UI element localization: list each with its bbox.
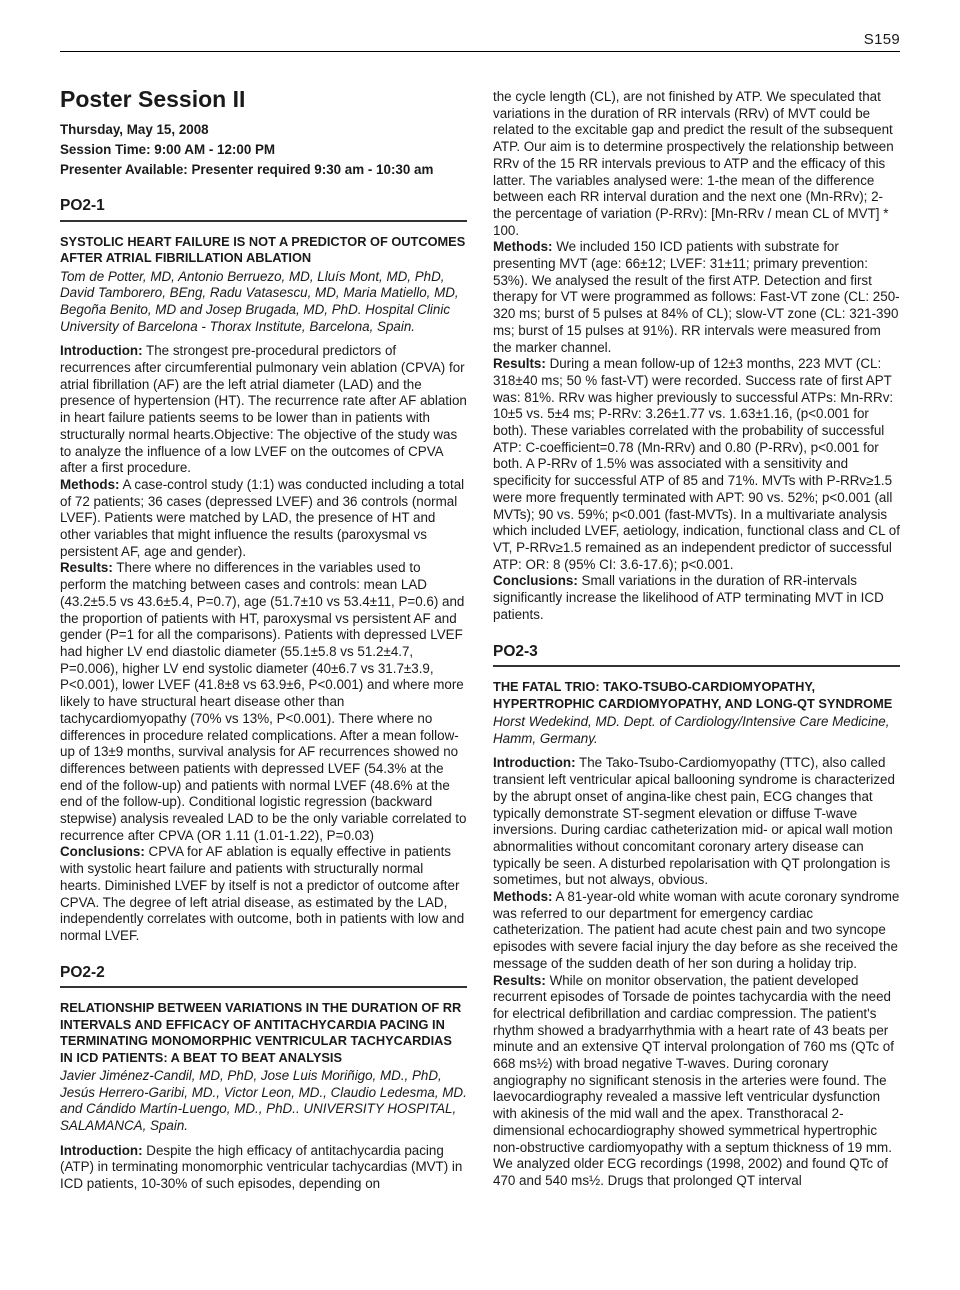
intro-text: Despite the high efficacy of antitachycardia pacing (ATP) in terminating monomorphic ventricular tachycardias (MVT) in ICD patients, 10-30% of such episodes, depending on bbox=[60, 1142, 463, 1192]
conclusions-label: Conclusions: bbox=[60, 844, 145, 860]
authors-po2-3: Horst Wedekind, MD. Dept. of Cardiology/Intensive Care Medicine, Hamm, Germany. bbox=[493, 714, 890, 746]
left-column bbox=[60, 86, 467, 1193]
intro-po2-2-part2: the cycle length (CL), are not finished by ATP. We speculated that variations in the duration of RR intervals (RRv) of MVT could be related to the excitable gap and predict the result of the subsequent ATP. Our aim is to determine prospectively the relationship between RRv of the 15 RR intervals previous to ATP and the efficacy of this latter. The variables analysed were: 1-the mean of the difference between each RR interval duration and the next one (Mn-RRv); 2-the percentage of variation (P-RRv): [Mn-RRv / mean CL of MVT] * 100. bbox=[493, 89, 894, 238]
session-presenter: Presenter Available: Presenter required 9:30 am - 10:30 am bbox=[60, 162, 434, 177]
session-time: Session Time: 9:00 AM - 12:00 PM bbox=[60, 142, 276, 157]
session-title: Poster Session II bbox=[60, 86, 246, 112]
methods-text: We included 150 ICD patients with substrate for presenting MVT (age: 66±12; LVEF: 31±11; primary prevention: 53%). We analysed the result of the first ATP. Detection and first therapy for VT were programmed as follows: Fast-VT zone (CL: 250-320 ms; burst of 5 pulses at 84% of CL); slow-VT zone (CL: 321-390 ms; burst of 15 pulses at 91%). RR intervals were measured from the marker channel. bbox=[493, 239, 900, 355]
abstract-title-po2-1: SYSTOLIC HEART FAILURE IS NOT A PREDICTOR OF OUTCOMES AFTER ATRIAL FIBRILLATION ABLATION bbox=[60, 233, 466, 266]
conclusions-label: Conclusions: bbox=[493, 573, 578, 589]
results-label: Results: bbox=[493, 356, 546, 372]
session-date: Thursday, May 15, 2008 bbox=[60, 122, 209, 137]
methods-po2-3 bbox=[493, 889, 900, 973]
conclusions-text: Small variations in the duration of RR-intervals significantly increase the likelihood of ATP terminating MVT in ICD patients. bbox=[493, 573, 884, 622]
conclusions-po2-2 bbox=[493, 573, 900, 623]
intro-po2-1 bbox=[60, 343, 467, 477]
results-text: There where no differences in the variables used to perform the matching between cases and controls: mean LAD (43.2±5.5 vs 43.6±5.4, P=0.7), age (51.7±10 vs 53.4±11, P=0.6) and the proportion of patients with HT, paroxysmal vs persistent AF and gender (P=1 for all the comparisons). Patients with depressed LVEF had higher LV end diastolic diameter (55.1±5.8 vs 51.2±4.7, P=0.006), higher LV end systolic diameter (40±6.7 vs 31.7±3.9, P<0.001), lower LVEF (41.8±8 vs 63.9±6, P<0.001) and where more likely to have structural heart disease other than tachycardiomyopathy (70% vs 13%, P<0.001). There where no differences in procedure related complications. After a mean follow-up of 13±9 months, survival analysis for AF recurrences showed no differences between patients with depressed LVEF (54.3% at the end of the follow-up) and patients with normal LVEF (48.6% at the end of the follow-up). Conditional logistic regression (backward stepwise) analysis revealed LAD to be the only variable correlated to recurrence after CPVA (OR 1.11 (1.01-1.22), P=0.03) bbox=[60, 560, 467, 843]
abstract-id-po2-2: PO2-2 bbox=[60, 965, 467, 989]
results-text: While on monitor observation, the patient developed recurrent episodes of Torsade de pointes tachycardia with the need for electrical defibrillation and cardiac compression. The patient's rhythm showed a bradyarrhythmia with a heart rate of 43 beats per minute and an extensive QT interval prolongation of 760 ms (QTc of 668 ms½) with broad negative T-waves. During coronary angiography no significant stenosis in the arteries were found. The laevocardiography revealed a massive left ventricular dysfunction with akinesis of the mid wall and the apex. Transthoracal 2-dimensional echocardiography showed symmetrical hypertrophic non-obstructive cardiomyopathy with a septum thickness of 19 mm. We analyzed older ECG recordings (1998, 2002) and found QTc of 470 and 540 ms½. Drugs that prolonged QT interval bbox=[493, 972, 894, 1188]
right-column bbox=[493, 89, 900, 1190]
methods-text: A 81-year-old white woman with acute coronary syndrome was referred to our department for emergency cardiac catheterization. The patient had acute chest pain and two syncope episodes with severe facial injury the day before as she received the message of the sudden death of her son during a holiday trip. bbox=[493, 889, 900, 971]
abstract-id-po2-1: PO2-1 bbox=[60, 198, 467, 222]
authors-po2-1: Tom de Potter, MD, Antonio Berruezo, MD, Lluís Mont, MD, PhD, David Tamborero, BEng, Radu Vatasescu, MD, Maria Matiello, MD, Begoña Benito, MD and Josep Brugada, MD, PhD. Hospital Clinic University of Barcelona - Thorax Institute, Barcelona, Spain. bbox=[60, 268, 459, 334]
conclusions-po2-1 bbox=[60, 844, 467, 944]
header-rule bbox=[60, 51, 900, 52]
methods-po2-2 bbox=[493, 239, 900, 356]
intro-text: The Tako-Tsubo-Cardiomyopathy (TTC), also called transient left ventricular apical ballooning syndrome is characterized by the abrupt onset of angina-like chest pain, ECG changes that typically demonstrate ST-segment elevation or diffuse T-wave inversions. During cardiac catheterization mid- or apical wall motion abnormalities without concomitant coronary artery disease can typically be seen. A disturbed repolarisation with QT prolongation is sometimes, but not always, obvious. bbox=[493, 755, 895, 888]
results-po2-1 bbox=[60, 560, 467, 844]
intro-text: The strongest pre-procedural predictors of recurrences after circumferential pulmonary vein ablation (CPVA) for atrial fibrillation (AF) are the left atrial diameter (LAD) and the presence of hypertension (HT). The recurrence rate after AF ablation in heart failure patients seems to be lower than in patients with structurally normal hearts.Objective: The objective of the study was to analyze the influence of a low LVEF on the outcomes of CPVA after a first procedure. bbox=[60, 343, 467, 476]
authors-po2-2: Javier Jiménez-Candil, MD, PhD, Jose Luis Moriñigo, MD., PhD, Jesús Herrero-Garibi, MD., Victor Leon, MD., Claudio Ledesma, MD. and Cándido Martín-Luengo, MD., PhD.. UNIVERSITY HOSPITAL, SALAMANCA, Spain. bbox=[60, 1067, 467, 1134]
abstract-id-po2-3: PO2-3 bbox=[493, 644, 900, 668]
results-label: Results: bbox=[60, 560, 113, 576]
results-po2-2 bbox=[493, 356, 900, 573]
results-text: During a mean follow-up of 12±3 months, 223 MVT (CL: 318±40 ms; 50 % fast-VT) were recorded. Success rate of first APT was: 81%. RRv was higher previously to successful ATPs: Mn-RRv: 10±5 vs. 5±4 ms; P-RRv: 3.26±1.77 vs. 1.63±1.16, (p<0.001 for both). These variables correlated with the probability of successful ATP: C-coefficient=0.78 (Mn-RRv) and 0.80 (P-RRv), p<0.001 for both. A P-RRv of 1.5% was associated with a sensitivity and specificity for successful ATP of 85 and 71%. MVTs with P-RRv≥1.5 were more frequently terminated with APT: 90 vs. 52%; p<0.001 (all MVTs); 90 vs. 59%; p<0.001 (fast-MVTs). In a multivariate analysis which included LVEF, aetiology, indication, functional class and CL of VT, P-RRv≥1.5 remained as an independent predictor of successful ATP: OR: 8 (95% CI: 3.6-17.6); p<0.001. bbox=[493, 356, 900, 572]
abstract-title-po2-3: THE FATAL TRIO: TAKO-TSUBO-CARDIOMYOPATHY, HYPERTROPHIC CARDIOMYOPATHY, AND LONG-QT SYNDROME bbox=[493, 679, 893, 711]
abstract-title-po2-2: RELATIONSHIP BETWEEN VARIATIONS IN THE DURATION OF RR INTERVALS AND EFFICACY OF ANTITACHYCARDIA PACING IN TERMINATING MONOMORPHIC VENTRICULAR TACHYCARDIAS IN ICD PATIENTS: A BEAT TO BEAT ANALYSIS bbox=[60, 1000, 462, 1065]
intro-label: Introduction: bbox=[60, 343, 143, 359]
methods-label: Methods: bbox=[493, 239, 553, 255]
intro-po2-2-part1 bbox=[60, 1143, 467, 1193]
methods-label: Methods: bbox=[60, 476, 120, 492]
results-po2-3 bbox=[493, 973, 900, 1190]
methods-po2-1 bbox=[60, 477, 467, 561]
methods-label: Methods: bbox=[493, 889, 553, 905]
methods-text: A case-control study (1:1) was conducted including a total of 72 patients; 36 cases (depressed LVEF) and 36 controls (normal LVEF). Patients were matched by LAD, the presence of HT and other variables that might influence the results (paroxysmal vs persistent AF, age and gender). bbox=[60, 476, 465, 559]
intro-po2-3 bbox=[493, 755, 900, 889]
results-label: Results: bbox=[493, 972, 546, 988]
intro-label: Introduction: bbox=[493, 755, 576, 771]
conclusions-text: CPVA for AF ablation is equally effective in patients with systolic heart failure and patients with structurally normal hearts. Diminished LVEF by itself is not a predictor of outcome after CPVA. The degree of left atrial disease, as estimated by the LAD, independently correlates with outcome, both in patients with low and normal LVEF. bbox=[60, 844, 465, 943]
page-number: S159 bbox=[863, 31, 900, 48]
intro-label: Introduction: bbox=[60, 1142, 143, 1158]
